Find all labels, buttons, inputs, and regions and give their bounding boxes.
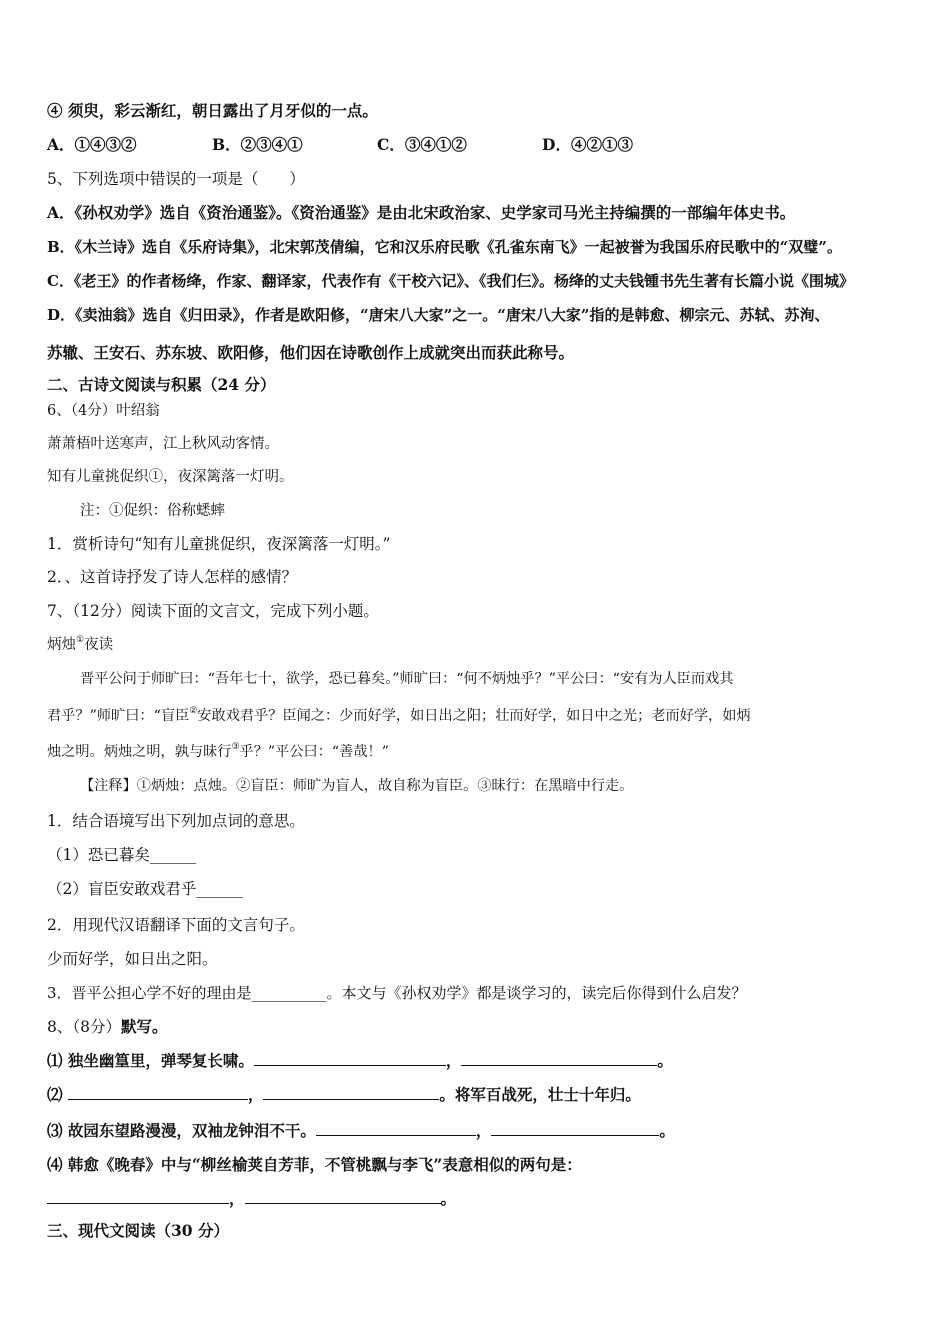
q8-line2-end: 。将军百战死，壮士十年归。 [439, 1085, 641, 1104]
q8-line3-blank1[interactable] [316, 1121, 476, 1136]
q8-line5-blank1[interactable] [47, 1189, 229, 1204]
q8-line2 [47, 1084, 641, 1106]
q8-line5 [47, 1188, 456, 1210]
q8-line2-blank1[interactable] [68, 1085, 248, 1100]
q6-poem-line1: 萧萧梧叶送寒声，江上秋风动客情。 [47, 436, 279, 452]
q4-option-d[interactable]: D．④②①③ [542, 135, 633, 154]
q7-passage-line3-b: 乎？”平公曰：“善哉！” [239, 744, 389, 760]
q7-stem: 7、（12分）阅读下面的文言文，完成下列小题。 [47, 602, 379, 620]
section2-title: 二、古诗文阅读与积累（24 分） [47, 375, 276, 394]
q8-line3-blank2[interactable] [491, 1121, 659, 1136]
q7-passage-line2 [47, 705, 751, 727]
q8-stem-title: 默写。 [120, 1017, 168, 1036]
q8-line5-end: 。 [440, 1189, 457, 1208]
q7-passage-line3-a: 烛之明。炳烛之明，孰与昧行 [47, 744, 232, 760]
q8-line2-blank2[interactable] [263, 1085, 439, 1100]
q5-stem: 5、下列选项中错误的一项是（ ） [47, 170, 305, 188]
q8-line1 [47, 1050, 673, 1072]
q6-stem: 6、（4分）叶绍翁 [47, 403, 160, 419]
q6-poem-line2: 知有儿童挑促织①，夜深篱落一灯明。 [47, 469, 294, 485]
q7-sub2: 2．用现代汉语翻译下面的文言句子。 [47, 916, 305, 934]
q5-option-a[interactable]: A．《孙权劝学》选自《资治通鉴》。《资治通鉴》是由北宋政治家、史学家司马光主持编撰的一部编年体史书。 [47, 203, 796, 222]
section3-title: 三、现代文阅读（30 分） [47, 1221, 229, 1240]
q8-stem [47, 1016, 168, 1038]
q7-title-a: 炳烛 [47, 637, 76, 653]
q8-line5-sep: ， [229, 1189, 245, 1208]
q8-line3 [47, 1120, 675, 1142]
q8-stem-score: 8、（8分） [47, 1018, 121, 1036]
q7-title-b: 夜读 [84, 637, 114, 653]
q5-option-d-line2: 苏辙、王安石、苏东坡、欧阳修，他们因在诗歌创作上成就突出而获此称号。 [47, 343, 575, 362]
q5-option-c[interactable]: C．《老王》的作者杨绛，作家、翻译家，代表作有《干校六记》、《我们仨》。杨绛的丈夫钱锺书先生著有长篇小说《围城》 [47, 272, 854, 290]
q7-passage-line3 [47, 741, 389, 763]
q8-line3-end: 。 [659, 1121, 675, 1140]
q7-title [47, 634, 113, 656]
q7-title-note-mark: ① [76, 635, 85, 645]
q4-item4: ④ 须臾，彩云渐红，朝日露出了月牙似的一点。 [47, 101, 378, 120]
q8-line1-end: 。 [657, 1051, 673, 1070]
q5-option-b[interactable]: B．《木兰诗》选自《乐府诗集》，北宋郭茂倩编，它和汉乐府民歌《孔雀东南飞》一起被誉为我国乐府民歌中的“双璧”。 [47, 238, 842, 256]
q7-sub1-1: （1）恐已暮矣______ [47, 846, 197, 864]
q6-sub2: 2．、这首诗抒发了诗人怎样的感情？ [47, 568, 298, 586]
q7-annotation: 【注释】①炳烛：点烛。②盲臣：师旷为盲人，故自称为盲臣。③昧行：在黑暗中行走。 [80, 778, 634, 794]
q8-line1-text: ⑴ 独坐幽篁里，弹琴复长啸。 [47, 1051, 254, 1070]
q7-passage-note-mark-3: ③ [231, 742, 240, 752]
q7-passage-note-mark-2: ② [189, 706, 198, 716]
q7-sub1: 1．结合语境写出下列加点词的意思。 [47, 812, 305, 830]
q7-sub1-2: （2）盲臣安敢戏君乎______ [47, 880, 243, 898]
q8-line3-text: ⑶ 故园东望路漫漫，双袖龙钟泪不干。 [47, 1121, 316, 1140]
q4-option-c[interactable]: C．③④①② [377, 135, 467, 154]
q7-passage-line2-a: 君乎？”师旷曰：“盲臣 [47, 708, 190, 724]
q8-line2-num: ⑵ [47, 1085, 68, 1104]
q4-options [47, 134, 707, 156]
q5-option-d-line1[interactable]: D．《卖油翁》选自《归田录》，作者是欧阳修，“唐宋八大家”之一。“唐宋八大家”指的是韩愈、柳宗元、苏轼、苏洵、 [47, 306, 830, 324]
q6-sub1: 1．赏析诗句“知有儿童挑促织，夜深篱落一灯明。” [47, 535, 391, 553]
q7-passage-line2-b: 安敢戏君乎？臣闻之：少而好学，如日出之阳；壮而好学，如日中之光；老而好学，如炳 [197, 708, 751, 724]
q8-line1-blank1[interactable] [254, 1051, 446, 1066]
q7-sub2-text: 少而好学，如日出之阳。 [47, 950, 218, 968]
q8-line3-sep: ， [475, 1121, 492, 1140]
q6-note: 注：①促织：俗称蟋蟀 [80, 503, 225, 519]
q8-line1-sep: ， [445, 1051, 462, 1070]
q8-line5-blank2[interactable] [245, 1189, 441, 1204]
q7-sub3: 3．晋平公担心学不好的理由是__________。本文与《孙权劝学》都是谈学习的，读完后你得到什么启发？ [47, 984, 747, 1002]
q8-line1-blank2[interactable] [461, 1051, 657, 1066]
q8-line4: ⑷ 韩愈《晚春》中与“柳丝榆荚自芳菲，不管桃飘与李飞”表意相似的两句是： [47, 1155, 582, 1174]
q4-option-b[interactable]: B．②③④① [212, 135, 303, 154]
q7-passage-line1: 晋平公问于师旷曰：“吾年七十，欲学，恐已暮矣。”师旷曰：“何不炳烛乎？”平公曰：“安有为人臣而戏其 [80, 671, 734, 687]
q4-option-a[interactable]: A．①④③② [47, 135, 137, 154]
q8-line2-sep: ， [247, 1085, 264, 1104]
